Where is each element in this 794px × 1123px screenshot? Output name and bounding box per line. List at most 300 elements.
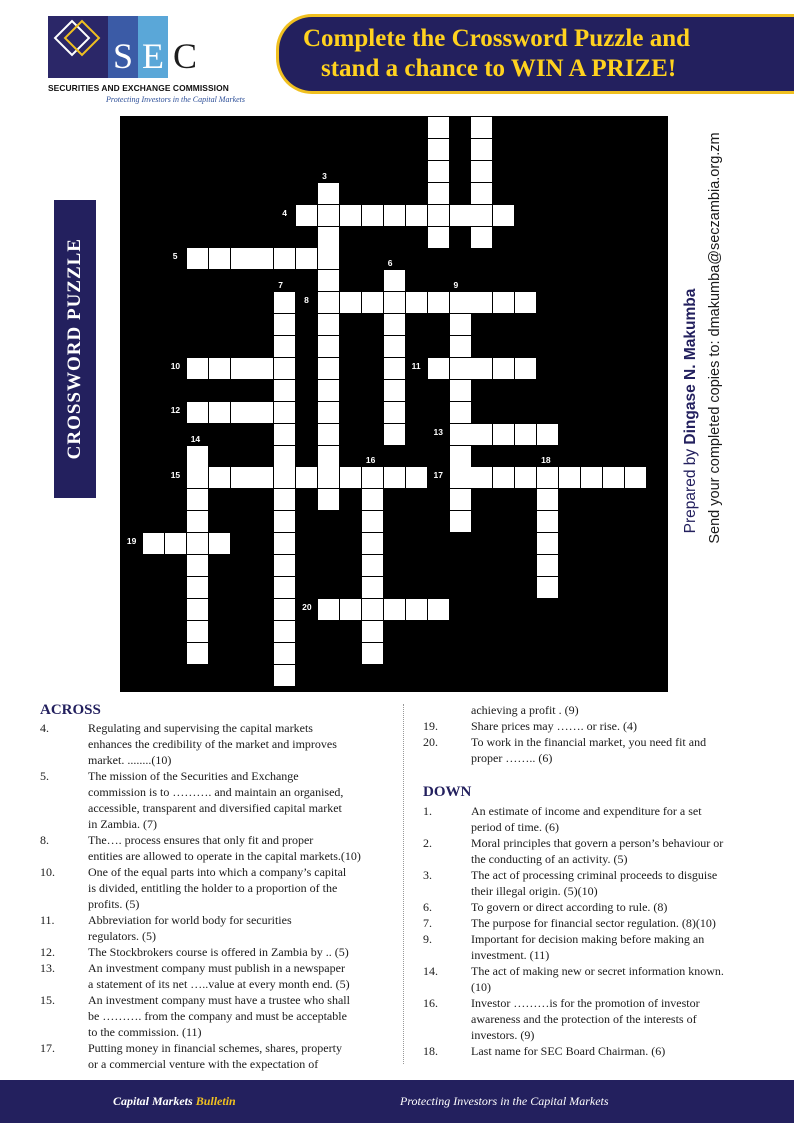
grid-cell[interactable] [274, 380, 295, 401]
logo-tagline: Protecting Investors in the Capital Markets [106, 95, 246, 104]
clue-line: investment. (11) [471, 948, 550, 962]
grid-cell[interactable] [450, 358, 471, 379]
clue-item [423, 803, 763, 835]
down-heading: DOWN [423, 784, 472, 800]
grid-cell[interactable] [493, 358, 514, 379]
clue-number: 2 [475, 105, 481, 115]
clue-number: 16 [365, 455, 376, 466]
grid-cell[interactable] [406, 467, 427, 488]
clue-number-label: 20. [423, 735, 438, 749]
clue-line: proper …….. (6) [471, 751, 553, 765]
grid-cell[interactable] [450, 205, 471, 226]
clue-line: profits. (5) [88, 897, 140, 911]
clue-number-label: 11. [40, 913, 55, 927]
grid-cell[interactable] [471, 227, 492, 248]
clue-text [471, 803, 763, 835]
clue-line: be ………. from the company and must be acceptable [88, 1009, 347, 1023]
grid-cell[interactable] [274, 577, 295, 598]
clue-line: commission is to ………. and maintain an organised, [88, 785, 344, 799]
grid-cell[interactable] [406, 292, 427, 313]
clue-number: 11 [411, 360, 421, 371]
grid-cell[interactable] [471, 424, 492, 445]
clue-number-label: 4. [40, 721, 49, 735]
clue-line: The act of making new or secret information known. [471, 964, 724, 978]
side-tab-label: CROSSWORD PUZZLE [64, 238, 85, 460]
clue-line: An estimate of income and expenditure for a set [471, 804, 702, 818]
clue-item [423, 1043, 763, 1059]
clue-number-label: 5. [40, 769, 49, 783]
clue-text [471, 931, 763, 963]
grid-cell[interactable] [537, 424, 558, 445]
clue-number: 5 [172, 251, 178, 262]
grid-cell[interactable] [471, 117, 492, 138]
grid-cell[interactable] [318, 336, 339, 357]
clue-number: 12 [170, 404, 181, 415]
grid-cell[interactable] [471, 467, 492, 488]
grid-cell[interactable] [296, 467, 317, 488]
grid-cell[interactable] [362, 533, 383, 554]
grid-cell[interactable] [318, 489, 339, 510]
clue-item [423, 915, 763, 931]
grid-cell[interactable] [428, 117, 449, 138]
across-clues-continued [423, 702, 763, 766]
grid-cell[interactable] [318, 446, 339, 467]
clue-line: Moral principles that govern a person’s behaviour or [471, 836, 724, 850]
grid-cell[interactable] [384, 467, 405, 488]
clue-number: 14 [190, 433, 201, 444]
clue-line: in Zambia. (7) [88, 817, 157, 831]
grid-cell[interactable] [187, 599, 208, 620]
grid-cell[interactable] [296, 205, 317, 226]
clue-text [88, 832, 398, 864]
grid-cell[interactable] [274, 621, 295, 642]
clue-number: 9 [453, 280, 459, 291]
grid-cell[interactable] [187, 621, 208, 642]
grid-cell[interactable] [318, 183, 339, 204]
clue-text [471, 718, 763, 734]
logo-organisation-name: SECURITIES AND EXCHANGE COMMISSION [48, 83, 229, 93]
clue-line: to the commission. (11) [88, 1025, 202, 1039]
clue-text [471, 915, 763, 931]
clue-number: 15 [170, 470, 181, 481]
clue-number-label: 3. [423, 868, 432, 882]
grid-cell[interactable] [384, 270, 405, 291]
column-divider [403, 704, 404, 1064]
grid-cell[interactable] [493, 292, 514, 313]
grid-cell[interactable] [318, 424, 339, 445]
clue-number: 17 [433, 470, 443, 481]
grid-cell[interactable] [515, 292, 536, 313]
grid-cell[interactable] [187, 248, 208, 269]
crossword-side-tab [54, 200, 96, 498]
footer-bar [0, 1080, 794, 1123]
clue-number: 20 [302, 601, 312, 612]
clue-item [423, 963, 763, 995]
clue-line: An investment company must publish in a newspaper [88, 961, 345, 975]
grid-cell[interactable] [318, 270, 339, 291]
clue-line: is divided, entitling the holder to a proportion of the [88, 881, 338, 895]
clue-line: To work in the financial market, you need fit and [471, 735, 707, 749]
clue-line: regulators. (5) [88, 929, 156, 943]
grid-cell[interactable] [318, 248, 339, 269]
grid-cell[interactable] [187, 577, 208, 598]
grid-cell[interactable] [274, 358, 295, 379]
grid-cell[interactable] [384, 336, 405, 357]
grid-cell[interactable] [428, 183, 449, 204]
clue-number-label: 6. [423, 900, 432, 914]
clue-text [471, 1043, 763, 1059]
grid-cell[interactable] [187, 555, 208, 576]
clue-line: The…. process ensures that only fit and proper [88, 833, 314, 847]
footer-bulletin-word: Bulletin [195, 1094, 236, 1108]
grid-cell[interactable] [428, 205, 449, 226]
clue-item [40, 944, 398, 960]
clue-number-label [423, 702, 471, 718]
clue-item [40, 720, 398, 768]
grid-cell[interactable] [471, 139, 492, 160]
grid-cell[interactable] [515, 424, 536, 445]
grid-cell[interactable] [252, 358, 273, 379]
grid-cell[interactable] [165, 533, 186, 554]
across-clues [40, 720, 398, 1072]
grid-cell[interactable] [515, 358, 536, 379]
prize-banner [276, 14, 794, 94]
clue-number: 13 [433, 426, 443, 437]
grid-cell[interactable] [362, 467, 383, 488]
grid-cell[interactable] [450, 467, 471, 488]
clue-line: An investment company must have a trustee who shall [88, 993, 350, 1007]
grid-cell[interactable] [450, 424, 471, 445]
grid-cell[interactable] [362, 292, 383, 313]
down-clues [423, 803, 763, 1059]
grid-cell[interactable] [231, 467, 252, 488]
grid-cell[interactable] [603, 467, 624, 488]
grid-cell[interactable] [406, 205, 427, 226]
grid-cell[interactable] [187, 358, 208, 379]
grid-cell[interactable] [274, 292, 295, 313]
clue-number: 19 [126, 536, 137, 547]
grid-cell[interactable] [318, 380, 339, 401]
grid-cell[interactable] [318, 358, 339, 379]
grid-cell[interactable] [318, 402, 339, 423]
grid-cell[interactable] [384, 424, 405, 445]
grid-cell[interactable] [362, 205, 383, 226]
grid-cell[interactable] [274, 467, 295, 488]
send-instructions [700, 130, 730, 546]
grid-cell[interactable] [362, 621, 383, 642]
grid-cell[interactable] [384, 402, 405, 423]
send-text: Send your completed copies to: dmakumba@seczambia.org.zm [707, 132, 723, 544]
grid-cell[interactable] [274, 555, 295, 576]
grid-cell[interactable] [274, 599, 295, 620]
clue-item [423, 734, 763, 766]
grid-cell[interactable] [209, 402, 230, 423]
clue-item [423, 718, 763, 734]
sec-logo [48, 16, 268, 108]
clue-number-label: 15. [40, 993, 55, 1007]
grid-cell[interactable] [340, 205, 361, 226]
grid-cell[interactable] [296, 248, 317, 269]
clue-item [423, 931, 763, 963]
clue-number: 8 [304, 295, 309, 306]
clue-item [423, 899, 763, 915]
clue-text [88, 1040, 398, 1072]
grid-cell[interactable] [537, 467, 558, 488]
grid-cell[interactable] [274, 336, 295, 357]
clue-line: Regulating and supervising the capital markets [88, 721, 313, 735]
grid-cell[interactable] [362, 511, 383, 532]
grid-cell[interactable] [340, 292, 361, 313]
clue-item [40, 992, 398, 1040]
grid-cell[interactable] [493, 467, 514, 488]
grid-cell[interactable] [340, 599, 361, 620]
grid-cell[interactable] [537, 577, 558, 598]
grid-cell[interactable] [450, 336, 471, 357]
clue-text [88, 992, 398, 1040]
clue-number-label: 13. [40, 961, 55, 975]
grid-cell[interactable] [428, 292, 449, 313]
clue-line: or a commercial venture with the expectation of [88, 1057, 319, 1071]
clue-line: market. ........(10) [88, 753, 172, 767]
grid-cell[interactable] [362, 489, 383, 510]
grid-cell[interactable] [274, 314, 295, 335]
grid-cell[interactable] [274, 665, 295, 686]
clue-text [88, 912, 398, 944]
grid-cell[interactable] [471, 292, 492, 313]
clue-text [88, 944, 398, 960]
clue-number-label: 9. [423, 932, 432, 946]
grid-cell[interactable] [187, 533, 208, 554]
grid-cell[interactable] [187, 643, 208, 664]
grid-cell[interactable] [384, 314, 405, 335]
clue-number-label: 1. [423, 804, 432, 818]
crossword-grid [120, 105, 668, 692]
clue-number: 4 [282, 207, 287, 218]
grid-cell[interactable] [318, 292, 339, 313]
grid-cell[interactable] [209, 533, 230, 554]
clue-line: investors. (9) [471, 1028, 535, 1042]
grid-cell[interactable] [384, 358, 405, 379]
grid-cell[interactable] [493, 205, 514, 226]
grid-cell[interactable] [252, 248, 273, 269]
grid-cell[interactable] [209, 467, 230, 488]
clue-number-label: 16. [423, 996, 438, 1010]
clue-line: achieving a profit . (9) [471, 703, 579, 717]
grid-cell[interactable] [274, 424, 295, 445]
clue-number: 6 [387, 258, 393, 269]
grid-cell[interactable] [274, 489, 295, 510]
grid-cell[interactable] [428, 161, 449, 182]
clue-text [88, 768, 398, 832]
grid-cell[interactable] [384, 292, 405, 313]
clue-line: To govern or direct according to rule. (8) [471, 900, 668, 914]
grid-cell[interactable] [559, 467, 580, 488]
prepared-name: Dingase N. Makumba [682, 288, 699, 445]
grid-cell[interactable] [450, 489, 471, 510]
clue-line: enhances the credibility of the market and improves [88, 737, 337, 751]
grid-cell[interactable] [515, 467, 536, 488]
clue-text [88, 720, 398, 768]
logo-letter-c: C [172, 36, 197, 76]
across-heading: ACROSS [40, 702, 101, 718]
clue-item [423, 867, 763, 899]
clue-text [471, 995, 763, 1043]
grid-cell[interactable] [231, 402, 252, 423]
clue-line: awareness and the protection of the interests of [471, 1012, 697, 1026]
clue-item [40, 960, 398, 992]
grid-cell[interactable] [231, 358, 252, 379]
clue-line: Last name for SEC Board Chairman. (6) [471, 1044, 666, 1058]
grid-cell[interactable] [209, 358, 230, 379]
grid-cell[interactable] [252, 467, 273, 488]
clue-line: (10) [471, 980, 491, 994]
clue-text [471, 899, 763, 915]
clue-line: entities are allowed to operate in the capital markets.(10) [88, 849, 361, 863]
clue-item [40, 912, 398, 944]
grid-cell[interactable] [274, 643, 295, 664]
grid-cell[interactable] [450, 314, 471, 335]
grid-cell[interactable] [187, 467, 208, 488]
grid-cell[interactable] [187, 511, 208, 532]
grid-cell[interactable] [274, 402, 295, 423]
clue-text [471, 702, 763, 718]
clue-text [471, 963, 763, 995]
clue-line: a statement of its net …..value at every month end. (5) [88, 977, 350, 991]
grid-cell[interactable] [450, 380, 471, 401]
clue-item [40, 768, 398, 832]
grid-cell[interactable] [318, 205, 339, 226]
grid-cell[interactable] [537, 533, 558, 554]
grid-cell[interactable] [471, 205, 492, 226]
prepared-prefix: Prepared by [682, 444, 699, 534]
clue-text [471, 835, 763, 867]
clue-number-label: 12. [40, 945, 55, 959]
clue-line: Share prices may ……. or rise. (4) [471, 719, 637, 733]
clue-line: The Stockbrokers course is offered in Zambia by .. (5) [88, 945, 349, 959]
clue-line: The act of processing criminal proceeds to disguise [471, 868, 718, 882]
clue-text [471, 734, 763, 766]
grid-cell[interactable] [450, 446, 471, 467]
grid-cell[interactable] [143, 533, 164, 554]
grid-cell[interactable] [318, 599, 339, 620]
clue-number-label: 18. [423, 1044, 438, 1058]
grid-cell[interactable] [625, 467, 646, 488]
grid-cell[interactable] [318, 227, 339, 248]
clue-text [88, 960, 398, 992]
clue-item [423, 995, 763, 1043]
clue-number-label: 10. [40, 865, 55, 879]
clue-item [423, 835, 763, 867]
clue-number: 7 [278, 280, 284, 291]
banner-line-1: Complete the Crossword Puzzle and [303, 25, 690, 52]
banner-line-2: stand a chance to WIN A PRIZE! [321, 55, 677, 82]
logo-diamond-box [48, 16, 108, 78]
grid-cell[interactable] [471, 358, 492, 379]
clue-line: One of the equal parts into which a company’s capital [88, 865, 347, 879]
grid-cell[interactable] [274, 446, 295, 467]
grid-cell[interactable] [318, 314, 339, 335]
grid-cell[interactable] [493, 424, 514, 445]
grid-cell[interactable] [318, 467, 339, 488]
clue-number: 18 [541, 455, 551, 466]
grid-cell[interactable] [362, 599, 383, 620]
grid-cell[interactable] [450, 402, 471, 423]
grid-cell[interactable] [450, 511, 471, 532]
clue-item [423, 702, 763, 718]
grid-cell[interactable] [274, 533, 295, 554]
grid-cell[interactable] [471, 183, 492, 204]
clue-number: 1 [431, 105, 437, 115]
clue-number-label: 2. [423, 836, 432, 850]
clue-line: Putting money in financial schemes, shares, property [88, 1041, 342, 1055]
grid-cell[interactable] [231, 248, 252, 269]
clue-line: their illegal origin. (5)(10) [471, 884, 598, 898]
clue-line: The purpose for financial sector regulation. (8)(10) [471, 916, 716, 930]
clue-number: 3 [322, 170, 327, 181]
clue-line: The mission of the Securities and Exchange [88, 769, 299, 783]
grid-cell[interactable] [187, 489, 208, 510]
grid-cell[interactable] [274, 248, 295, 269]
grid-cell[interactable] [274, 511, 295, 532]
grid-cell[interactable] [406, 599, 427, 620]
grid-cell[interactable] [384, 205, 405, 226]
logo-letter-s: S [108, 16, 138, 78]
logo-letter-e: E [138, 16, 168, 78]
grid-cell[interactable] [362, 555, 383, 576]
grid-cell[interactable] [252, 402, 273, 423]
grid-cell[interactable] [537, 489, 558, 510]
grid-cell[interactable] [471, 161, 492, 182]
grid-cell[interactable] [450, 292, 471, 313]
grid-cell[interactable] [187, 446, 208, 467]
grid-cell[interactable] [581, 467, 602, 488]
grid-cell[interactable] [428, 139, 449, 160]
clue-number-label: 14. [423, 964, 438, 978]
clue-item [40, 832, 398, 864]
grid-cell[interactable] [428, 358, 449, 379]
footer-bulletin [113, 1094, 236, 1109]
clue-line: Investor ………is for the promotion of investor [471, 996, 700, 1010]
footer-bulletin-name: Capital Markets [113, 1094, 196, 1108]
clue-item [40, 1040, 398, 1072]
clue-number-label: 8. [40, 833, 49, 847]
footer-tagline: Protecting Investors in the Capital Markets [400, 1094, 609, 1108]
grid-cell[interactable] [362, 643, 383, 664]
grid-cell[interactable] [362, 577, 383, 598]
grid-cell[interactable] [384, 599, 405, 620]
clue-line: accessible, transparent and diversified capital market [88, 801, 342, 815]
clue-line: the conducting of an activity. (5) [471, 852, 628, 866]
clue-number-label: 7. [423, 916, 432, 930]
clue-text [88, 864, 398, 912]
grid-cell[interactable] [209, 248, 230, 269]
clue-number: 10 [170, 360, 181, 371]
grid-cell[interactable] [340, 467, 361, 488]
grid-cell[interactable] [187, 402, 208, 423]
grid-cell[interactable] [537, 555, 558, 576]
clue-number-label: 17. [40, 1041, 55, 1055]
grid-cell[interactable] [537, 511, 558, 532]
grid-cell[interactable] [428, 227, 449, 248]
grid-cell[interactable] [384, 380, 405, 401]
clue-line: period of time. (6) [471, 820, 559, 834]
clue-line: Important for decision making before making an [471, 932, 705, 946]
clue-line: Abbreviation for world body for securities [88, 913, 292, 927]
grid-cell[interactable] [428, 599, 449, 620]
clue-number-label: 19. [423, 719, 438, 733]
diamond-icon [48, 12, 108, 74]
clue-item [40, 864, 398, 912]
